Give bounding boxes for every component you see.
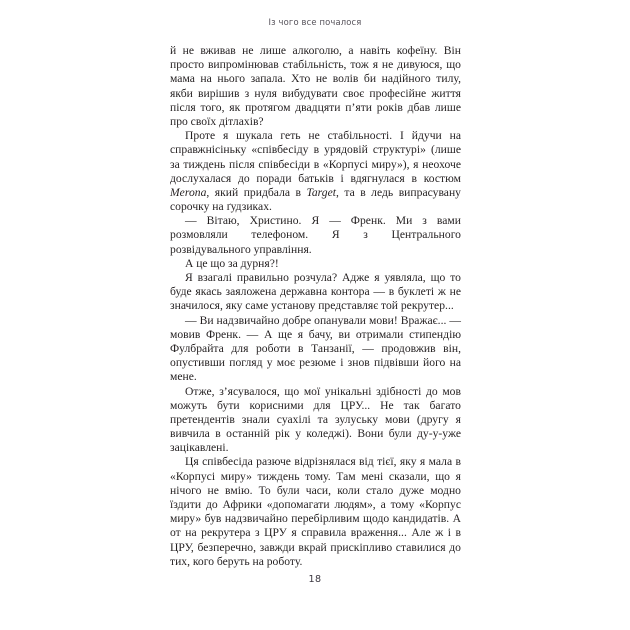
run-text: Проте я шукала геть не стабільності. І йдучи на справжнісіньку «співбесіду в урядовій структурі» (лише за тиждень після співбесіди в «Корпусі миру»), я неохоче дослухалася до поради батьків і вдягнулася в костюм <box>170 129 461 185</box>
paragraph-reaction: А це що за дурня?! <box>185 256 279 270</box>
paragraph-otzhe: Отже, з’ясувалося, що мої унікальні здібності до мов можуть бути корисними для ЦРУ... Не так багато претендентів знали суахілі та зулуську мови (другу я вивчила в останній рік у коледжі). Вони були ду-у-уже зацікавлені. <box>170 384 461 455</box>
brand-merona: Merona <box>170 185 207 199</box>
paragraph-prote <box>170 129 461 214</box>
paragraph-dialogue-languages: — Ви надзвичайно добре опанували мови! Вражає... — мовив Френк. — А ще я бачу, ви отримали стипендію Фулбрайта для роботи в Танзанії, — продовжив він, опустивши погляд у моє резюме і знов підвівши його на мене. <box>170 313 461 384</box>
paragraph-dialogue-greeting: — Вітаю, Христино. Я — Френк. Ми з вами розмовляли телефоном. Я з Центрального розвідувального управління. <box>170 214 461 256</box>
run-text: , та в ледь випрасувану сорочку на ґудзиках. <box>170 185 461 214</box>
paragraph-interview-comparison: Ця співбесіда разюче відрізнялася від тієї, яку я мала в «Корпусі миру» тиждень тому. Там мені сказали, що я нічого не вмію. То були часи, коли стало дуже модно їздити до Африки «допомагати людям», а тому «Корпус миру» був надзвичайно перебірливим щодо кандидатів. А от на рекрутера з ЦРУ я справила враження... Але ж і в ЦРУ, безперечно, завжди вкрай прискіпливо ставилися до тих, кого беруть на роботу. <box>170 455 461 568</box>
paragraph-inner-thought: Я взагалі правильно розчула? Адже я уявляла, що то буде якась заяложена державна контора — в буклеті ж не значилося, яку саме установу представляє той рекрутер... <box>170 271 461 313</box>
paragraph-continuation: й не вживав не лише алкоголю, а навіть кофеїну. Він просто випромінював стабільність, тож я не дивуюся, що мама на нього запала. Хто не волів би надійного тилу, якби вирішив з нуля вибудувати своє професійне життя після того, як протягом двадцяти п’яти років дбав лише про своїх дітлахів? <box>170 44 461 128</box>
run-text: , який придбала в <box>206 185 307 199</box>
running-header: Із чого все почалося <box>268 17 362 27</box>
body-text-column <box>170 44 461 569</box>
page-number: 18 <box>308 574 322 585</box>
brand-target: Target <box>306 185 336 199</box>
